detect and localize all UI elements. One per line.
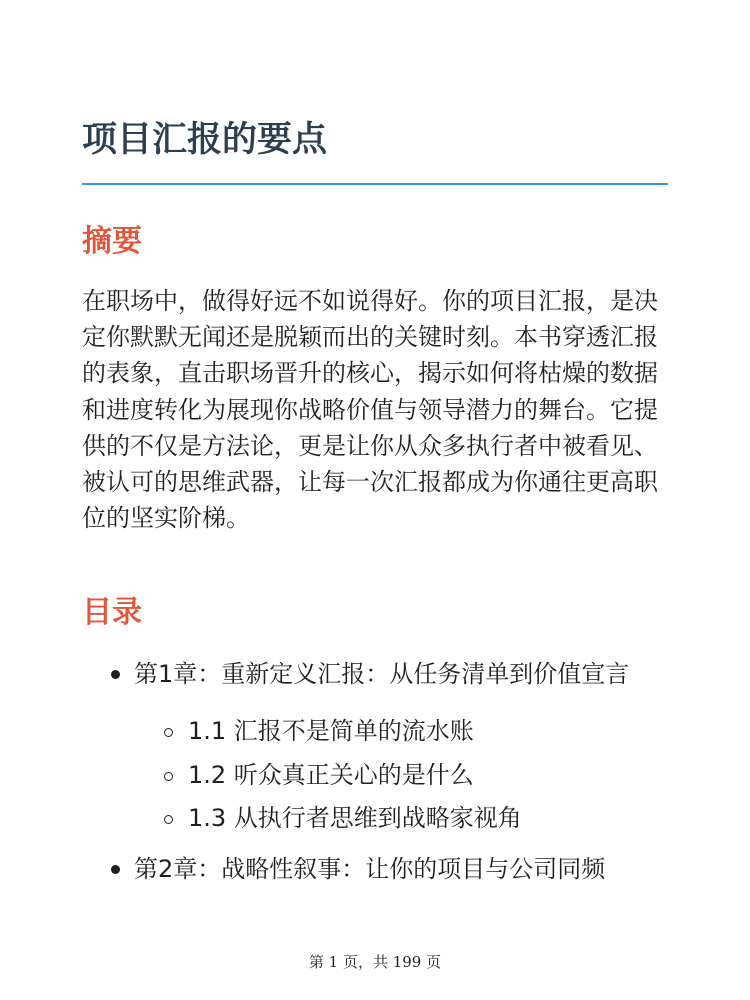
toc-section-1-1 [134, 710, 672, 754]
bullet-circle-icon [164, 728, 173, 737]
chapter-title: 第1章：重新定义汇报：从任务清单到价值宣言 [134, 660, 630, 688]
bullet-circle-icon [164, 815, 173, 824]
bullet-disc-icon [111, 865, 120, 874]
section-title: 1.2 听众真正关心的是什么 [188, 760, 474, 789]
bullet-circle-icon [164, 772, 173, 781]
toc-section-1-2 [134, 754, 672, 798]
page-title: 项目汇报的要点 [82, 120, 328, 160]
table-of-contents [82, 656, 672, 887]
bullet-disc-icon [111, 670, 120, 679]
summary-heading: 摘要 [82, 224, 142, 259]
summary-paragraph: 在职场中，做得好远不如说得好。你的项目汇报，是决定你默默无闻还是脱颖而出的关键时刻。本书穿透汇报的表象，直击职场晋升的核心，揭示如何将枯燥的数据和进度转化为展现你战略价值与领导潜力的舞台。它提供的不仅是方法论，更是让你从众多执行者中被看见、被认可的思维武器，让每一次汇报都成为你通往更高职位的坚实阶梯。 [82, 287, 658, 533]
page-footer: 第 1 页，共 199 页 [308, 953, 442, 971]
section-title: 1.1 汇报不是简单的流水账 [188, 717, 474, 745]
chapter-title: 第2章：战略性叙事：让你的项目与公司同频 [134, 854, 606, 883]
toc-chapter-2 [82, 851, 672, 887]
chapter-sections [134, 710, 672, 841]
title-divider [82, 183, 668, 185]
section-title: 1.3 从执行者思维到战略家视角 [188, 804, 522, 832]
toc-heading: 目录 [82, 595, 142, 630]
toc-chapter-1 [82, 656, 672, 841]
toc-section-1-3 [134, 797, 672, 841]
